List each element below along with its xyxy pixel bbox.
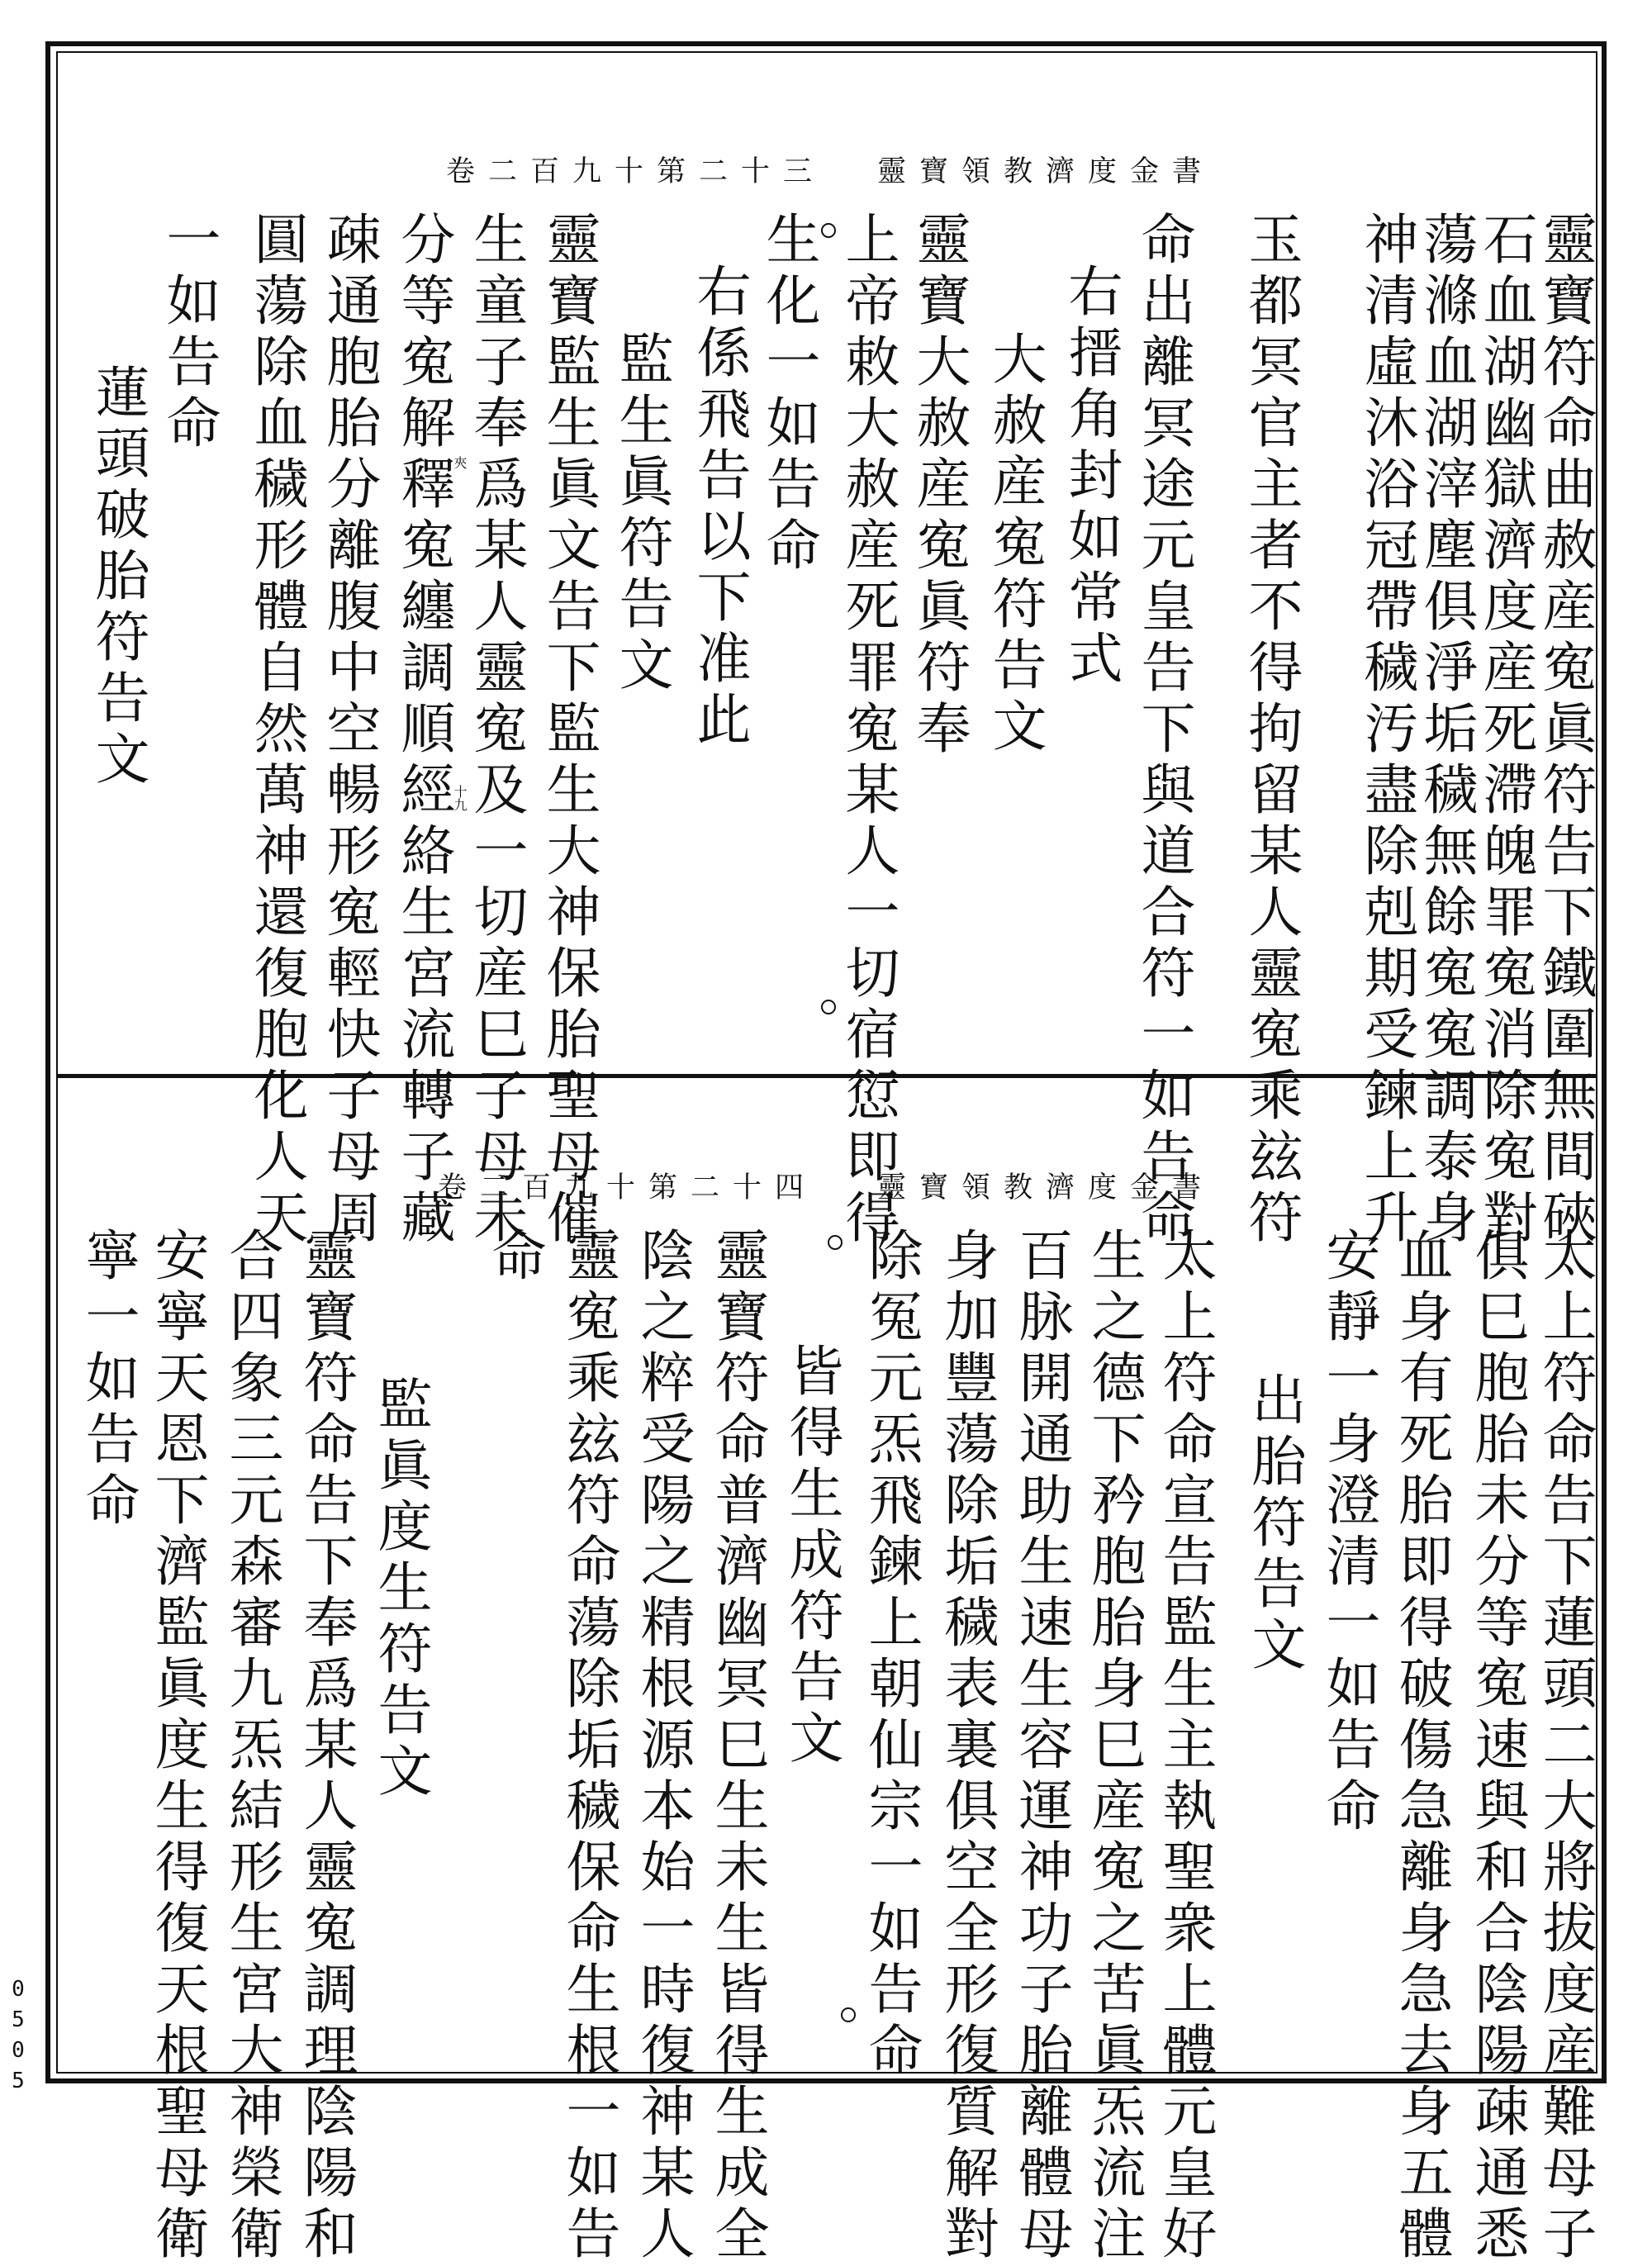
top-column-8: 大赦産寃符告文 (983, 330, 1047, 758)
top-column-13: 監生眞符告文 (610, 330, 673, 697)
top-column-9: 靈寶大赦産寃眞符奉 (907, 211, 971, 761)
bottom-column-19: 安寧天恩下濟監眞度生得復天根聖母衛 (145, 1227, 209, 2266)
top-column-17: 疎通胞胎分離腹中空暢形寃輕快子母周 (317, 211, 381, 1250)
margin-note: 夾 (452, 456, 468, 469)
top-column-16: 分等寃解釋寃纏調順經絡生宮流轉子藏 (392, 211, 455, 1250)
top-column-11: 生化一如告命 (757, 211, 820, 577)
bottom-volume-label: 卷二百九十第二十四 (438, 1171, 818, 1204)
bottom-column-8: 百脉開通助生速生容運神功子胎離體母 (1009, 1227, 1073, 2266)
top-column-1: 靈寶符命曲赦産寃眞符告下鐵圍無間硤 (1533, 211, 1597, 1250)
bottom-column-2: 俱巳胞胎未分等寃速與和合陰陽疎通悉 (1465, 1227, 1529, 2266)
top-column-4: 神清虛沐浴冠帶穢汚盡除剋期受鍊上升 (1355, 211, 1418, 1250)
top-column-7: 右搢角封如常式 (1059, 263, 1123, 691)
bottom-book-title: 靈寶領教濟度金書 (876, 1171, 1214, 1204)
margin-note: 十九 (452, 785, 468, 811)
page-number: 0505 (12, 1977, 25, 2093)
bottom-column-10: 除冤元炁飛鍊上朝仙宗一如告命 (859, 1227, 923, 2083)
top-column-2: 石血湖幽獄濟度産死滯魄罪寃消除寃對 (1474, 211, 1537, 1250)
bottom-column-3: 血身有死胎即得破傷急離身急去身五體 (1389, 1227, 1453, 2266)
bottom-column-17: 靈寶符命告下奉爲某人靈寃調理陰陽和 (294, 1227, 358, 2266)
bottom-column-20: 寧一如告命 (76, 1227, 140, 1532)
top-column-12: 右係飛告以下准此 (687, 263, 751, 752)
circle-mark (821, 1000, 836, 1014)
top-column-6: 命出離冥途元皇告下與道合符一如告命 (1132, 211, 1195, 1250)
bottom-column-16: 監眞度生符告文 (368, 1375, 432, 1803)
top-book-title: 靈寶領教濟度金書 (876, 155, 1214, 188)
bottom-column-13: 陰之粹受陽之精根源本始一時復神某人 (631, 1227, 695, 2266)
top-volume-label: 卷二百九十第二十三 (446, 155, 826, 188)
bottom-column-15: 命 (482, 1227, 546, 1288)
bottom-column-14: 靈寃乘玆符命蕩除垢穢保命生根一如告 (557, 1227, 620, 2266)
top-column-10: 上帝敕大赦産死罪寃某人一切宿愆即得 (836, 211, 900, 1250)
bottom-column-9: 身加豐蕩除垢穢表裏俱空全形復質解對 (935, 1227, 999, 2266)
top-column-19: 一如告命 (157, 211, 221, 455)
top-column-20: 蓮頭破胎符告文 (86, 363, 150, 791)
circle-mark (841, 2007, 856, 2022)
bottom-column-12: 靈寶符命普濟幽冥巳生未生皆得生成全 (705, 1227, 769, 2266)
bottom-column-5: 出胎符告文 (1242, 1371, 1306, 1677)
top-column-15: 生童子奉爲某人靈寃及一切産巳子母未 (464, 211, 528, 1250)
bottom-column-6: 太上符命宣告監生主執聖衆上體元皇好 (1153, 1227, 1217, 2266)
bottom-column-18: 合四象三元森審九炁結形生宮大神榮衛 (220, 1227, 283, 2266)
circle-mark (828, 1235, 843, 1250)
bottom-column-11: 皆得生成符告文 (780, 1342, 843, 1770)
bottom-column-1: 太上符命告下蓮頭二大將拔度産難母子 (1533, 1227, 1597, 2266)
top-column-3: 蕩滌血湖滓塵俱淨垢穢無餘寃寃調泰身 (1414, 211, 1478, 1250)
bottom-column-4: 安靜一身澄清一如告命 (1317, 1227, 1380, 1838)
top-column-5: 玉都冥官主者不得拘留某人靈寃乘玆符 (1239, 211, 1303, 1250)
top-column-14: 靈寶監生眞文告下監生大神保胎聖母催 (537, 211, 601, 1250)
bottom-column-7: 生之德下矜胞胎身巳産寃之苦眞炁流注 (1082, 1227, 1146, 2266)
top-column-18: 圓蕩除血穢形體自然萬神還復胞化人天 (244, 211, 308, 1250)
circle-mark (821, 223, 836, 238)
